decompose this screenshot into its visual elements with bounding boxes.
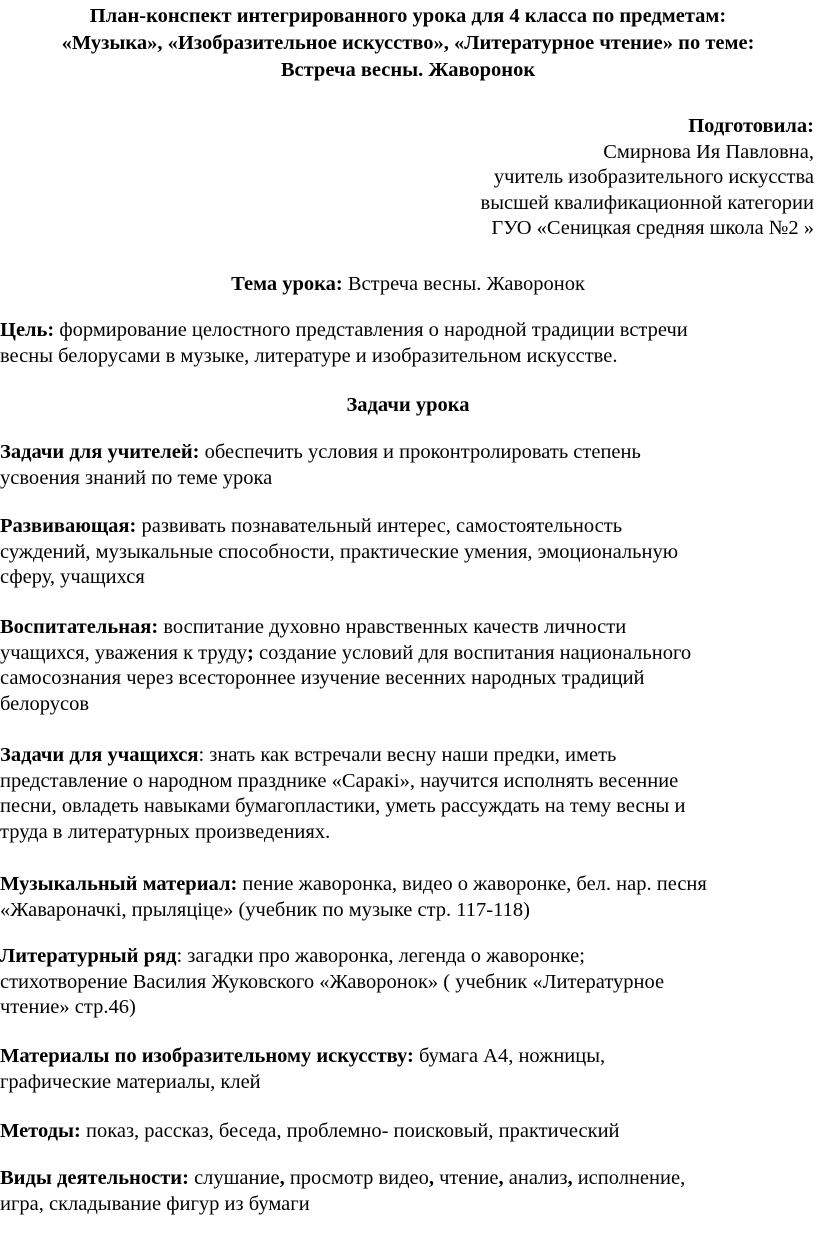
educational-line-4: белорусов bbox=[0, 692, 89, 715]
activities-separator-3: , bbox=[498, 1167, 504, 1189]
activities-item-2: просмотр видео bbox=[284, 1167, 429, 1189]
developing-line-3: сферу, учащихся bbox=[0, 566, 145, 588]
developing-line-2: суждений, музыкальные способности, практические умения, эмоциональную bbox=[0, 540, 679, 563]
teacher-tasks-line-1: обеспечить условия и проконтролировать степень bbox=[199, 441, 641, 463]
educational-line-3: самосознания через всестороннее изучение весенних народных традиций bbox=[0, 667, 645, 689]
activities-item-1: слушание bbox=[188, 1167, 280, 1189]
art-materials-label: Материалы по изобразительному искусству: bbox=[0, 1045, 414, 1067]
student-tasks-label: Задачи для учащихся bbox=[0, 744, 199, 766]
topic-label: Тема урока: bbox=[231, 273, 343, 295]
author-school: ГУО «Сеницкая средняя школа №2 » bbox=[491, 217, 814, 240]
music-material-label: Музыкальный материал: bbox=[0, 873, 238, 895]
goal-label: Цель: bbox=[0, 319, 55, 341]
student-tasks-line-4: труда в литературных произведениях. bbox=[0, 820, 331, 843]
art-materials-line-2: графические материалы, клей bbox=[0, 1070, 261, 1093]
student-tasks-line-2: представление о народном празднике «Саракі», научится исполнять весенние bbox=[0, 769, 679, 792]
methods-label: Методы: bbox=[0, 1120, 81, 1142]
activities-line-2: игра, складывание фигур из бумаги bbox=[0, 1192, 310, 1215]
author-position: учитель изобразительного искусства bbox=[493, 166, 814, 189]
developing-paragraph bbox=[0, 514, 806, 591]
activities-label: Виды деятельности: bbox=[0, 1167, 189, 1189]
educational-paragraph bbox=[0, 615, 806, 717]
literary-line-1: : загадки про жаворонка, легенда о жаворонке; bbox=[176, 945, 585, 967]
educational-line-2b: создание условий для воспитания национального bbox=[253, 641, 692, 664]
teacher-tasks-paragraph bbox=[0, 440, 806, 491]
tasks-heading: Задачи урока bbox=[346, 394, 470, 416]
educational-line-2a: учащихся, уважения к труду bbox=[0, 641, 248, 664]
activities-separator-2: , bbox=[428, 1167, 434, 1189]
activities-paragraph bbox=[0, 1166, 806, 1217]
art-materials-line-1: бумага А4, ножницы, bbox=[413, 1045, 606, 1067]
document-title bbox=[0, 3, 816, 84]
author-label: Подготовила: bbox=[688, 115, 814, 137]
title-line-1: План-конспект интегрированного урока для 4 класса по предметам: bbox=[89, 5, 727, 27]
student-tasks-line-3: песни, овладеть навыками бумагопластики, уметь рассуждать на тему весны и bbox=[0, 795, 686, 817]
student-tasks-line-1: : знать как встречали весну наши предки, иметь bbox=[198, 744, 617, 766]
teacher-tasks-line-2: усвоения знаний по теме урока bbox=[0, 466, 273, 489]
developing-label: Развивающая: bbox=[0, 515, 137, 537]
activities-separator-4: , bbox=[567, 1167, 573, 1189]
activities-item-3: чтение bbox=[434, 1167, 499, 1189]
student-tasks-paragraph bbox=[0, 743, 806, 845]
author-name: Смирнова Ия Павловна, bbox=[603, 140, 814, 163]
music-material-paragraph bbox=[0, 872, 806, 923]
goal-line-2: весны белорусами в музыке, литературе и изобразительном искусстве. bbox=[0, 344, 618, 367]
educational-line-2-separator: ; bbox=[247, 641, 254, 664]
title-line-2: «Музыка», «Изобразительное искусство», «Литературное чтение» по теме: bbox=[61, 32, 755, 54]
teacher-tasks-label: Задачи для учителей: bbox=[0, 441, 200, 463]
educational-label: Воспитательная: bbox=[0, 616, 159, 638]
author-category: высшей квалификационной категории bbox=[480, 191, 814, 214]
music-material-line-2: «Жавароначкі, прыляціце» (учебник по музыке стр. 117-118) bbox=[0, 898, 530, 921]
educational-line-1: воспитание духовно нравственных качеств личности bbox=[158, 616, 627, 638]
literary-label: Литературный ряд bbox=[0, 945, 177, 967]
activities-separator-1: , bbox=[279, 1167, 285, 1189]
methods-text: показ, рассказ, беседа, проблемно- поисковый, практический bbox=[80, 1120, 620, 1142]
literary-line-2: стихотворение Василия Жуковского «Жаворонок» ( учебник «Литературное bbox=[0, 970, 665, 993]
lesson-topic bbox=[0, 272, 816, 298]
topic-text: Встреча весны. Жаворонок bbox=[342, 273, 585, 295]
methods-paragraph bbox=[0, 1119, 806, 1145]
music-material-line-1: пение жаворонка, видео о жаворонке, бел. нар. песня bbox=[237, 873, 707, 895]
art-materials-paragraph bbox=[0, 1044, 806, 1095]
activities-item-5: исполнение, bbox=[572, 1167, 686, 1189]
activities-item-4: анализ bbox=[503, 1167, 568, 1189]
literary-paragraph bbox=[0, 944, 806, 1021]
literary-line-3: чтение» стр.46) bbox=[0, 996, 136, 1018]
author-block bbox=[481, 114, 814, 242]
goal-line-1: формирование целостного представления о народной традиции встречи bbox=[54, 319, 688, 341]
developing-line-1: развивать познавательный интерес, самостоятельность bbox=[136, 515, 623, 537]
title-line-3: Встреча весны. Жаворонок bbox=[280, 59, 536, 81]
goal-paragraph bbox=[0, 318, 806, 369]
